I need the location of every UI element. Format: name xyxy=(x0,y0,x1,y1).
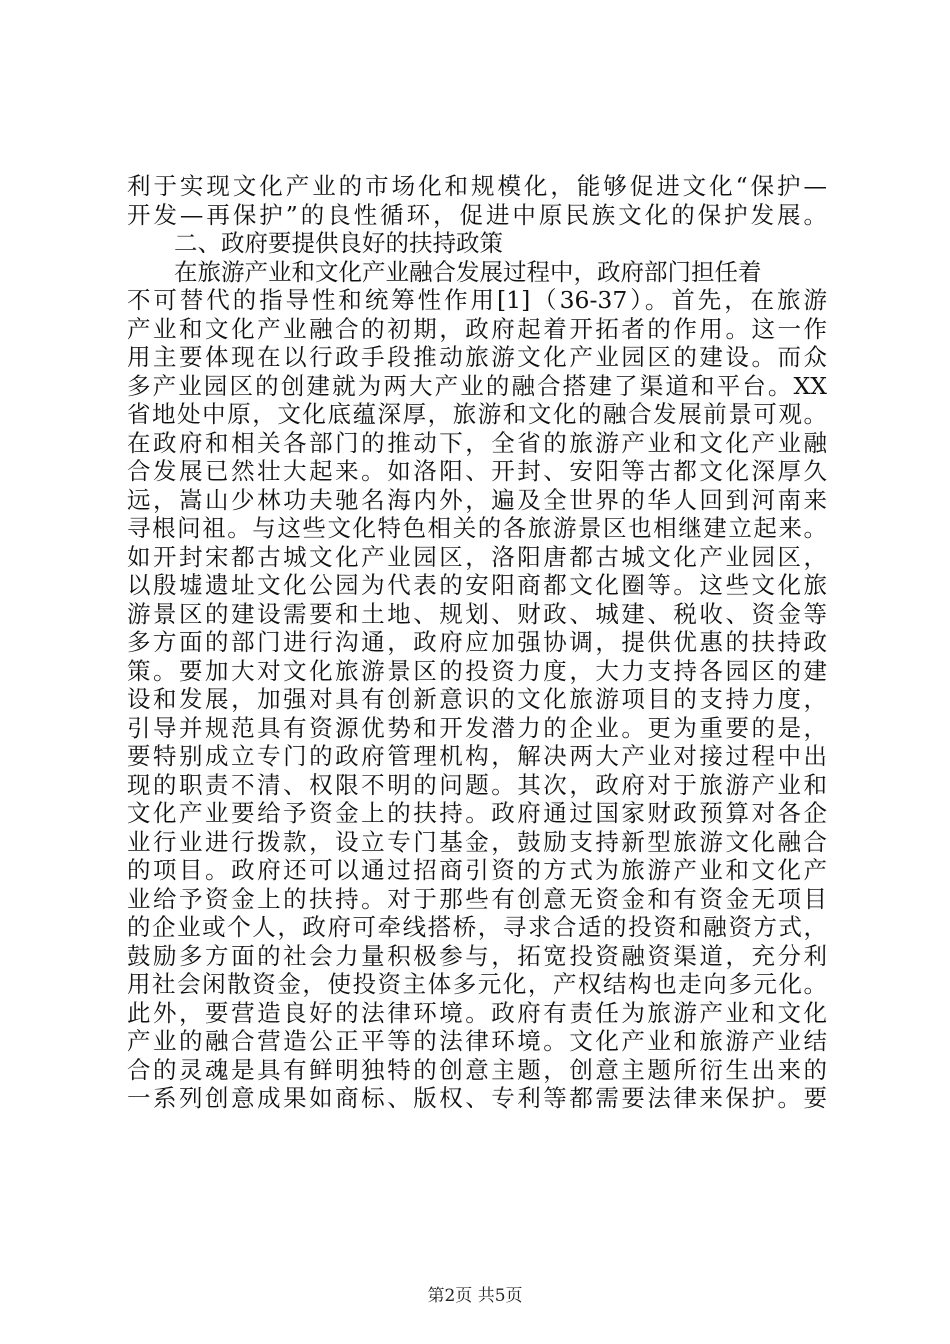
text-line: 的企业或个人，政府可牵线搭桥，寻求合适的投资和融资方式， xyxy=(127,913,827,941)
section-heading: 二、政府要提供良好的扶持政策 xyxy=(174,229,503,257)
text-line: 在旅游产业和文化产业融合发展过程中，政府部门担任着 xyxy=(174,257,762,286)
text-line: 利于实现文化产业的市场化和规模化，能够促进文化“保护— xyxy=(127,172,827,200)
document-body xyxy=(127,172,827,1113)
text-line: 多产业园区的创建就为两大产业的融合搭建了渠道和平台。XX xyxy=(127,371,827,400)
text-line: 远，嵩山少林功夫驰名海内外，遍及全世界的华人回到河南来 xyxy=(127,485,827,514)
text-line: 业行业进行拨款，设立专门基金，鼓励支持新型旅游文化融合 xyxy=(127,827,827,856)
text-line: 策。要加大对文化旅游景区的投资力度，大力支持各园区的建 xyxy=(127,656,827,685)
text-line: 文化产业要给予资金上的扶持。政府通过国家财政预算对各企 xyxy=(127,799,827,827)
text-line: 以殷墟遗址文化公园为代表的安阳商都文化圈等。这些文化旅 xyxy=(127,571,827,599)
text-line: 设和发展，加强对具有创新意识的文化旅游项目的支持力度， xyxy=(127,685,827,713)
text-line: 产业的融合营造公正平等的法律环境。文化产业和旅游产业结 xyxy=(127,1027,827,1055)
text-line: 游景区的建设需要和土地、规划、财政、城建、税收、资金等 xyxy=(127,599,827,628)
text-line: 引导并规范具有资源优势和开发潜力的企业。更为重要的是， xyxy=(127,713,827,742)
text-line: 一系列创意成果如商标、版权、专利等都需要法律来保护。要 xyxy=(127,1084,827,1112)
text-line: 在政府和相关各部门的推动下，全省的旅游产业和文化产业融 xyxy=(127,428,827,457)
text-line: 现的职责不清、权限不明的问题。其次，政府对于旅游产业和 xyxy=(127,770,827,799)
text-line: 此外，要营造良好的法律环境。政府有责任为旅游产业和文化 xyxy=(127,998,827,1027)
text-line: 业给予资金上的扶持。对于那些有创意无资金和有资金无项目 xyxy=(127,884,827,913)
text-line: 的项目。政府还可以通过招商引资的方式为旅游产业和文化产 xyxy=(127,856,827,884)
text-line: 产业和文化产业融合的初期，政府起着开拓者的作用。这一作 xyxy=(127,314,827,343)
text-line: 开发—再保护”的良性循环，促进中原民族文化的保护发展。 xyxy=(127,200,827,229)
text-line: 鼓励多方面的社会力量积极参与，拓宽投资融资渠道，充分利 xyxy=(127,941,827,970)
text-line: 寻根问祖。与这些文化特色相关的各旅游景区也相继建立起来。 xyxy=(127,514,827,542)
page-footer: 第2页 共5页 xyxy=(427,1286,523,1306)
text-line: 用社会闲散资金，使投资主体多元化，产权结构也走向多元化。 xyxy=(127,970,827,998)
text-line: 用主要体现在以行政手段推动旅游文化产业园区的建设。而众 xyxy=(127,343,827,371)
text-line: 合发展已然壮大起来。如洛阳、开封、安阳等古都文化深厚久 xyxy=(127,457,827,485)
text-line: 合的灵魂是具有鲜明独特的创意主题，创意主题所衍生出来的 xyxy=(127,1055,827,1084)
text-line: 要特别成立专门的政府管理机构，解决两大产业对接过程中出 xyxy=(127,742,827,770)
text-line: 不可替代的指导性和统筹性作用[1]（36-37）。首先，在旅游 xyxy=(127,286,827,314)
text-line: 多方面的部门进行沟通，政府应加强协调，提供优惠的扶持政 xyxy=(127,628,827,656)
text-line: 如开封宋都古城文化产业园区，洛阳唐都古城文化产业园区， xyxy=(127,542,827,571)
text-line: 省地处中原，文化底蕴深厚，旅游和文化的融合发展前景可观。 xyxy=(127,400,827,428)
